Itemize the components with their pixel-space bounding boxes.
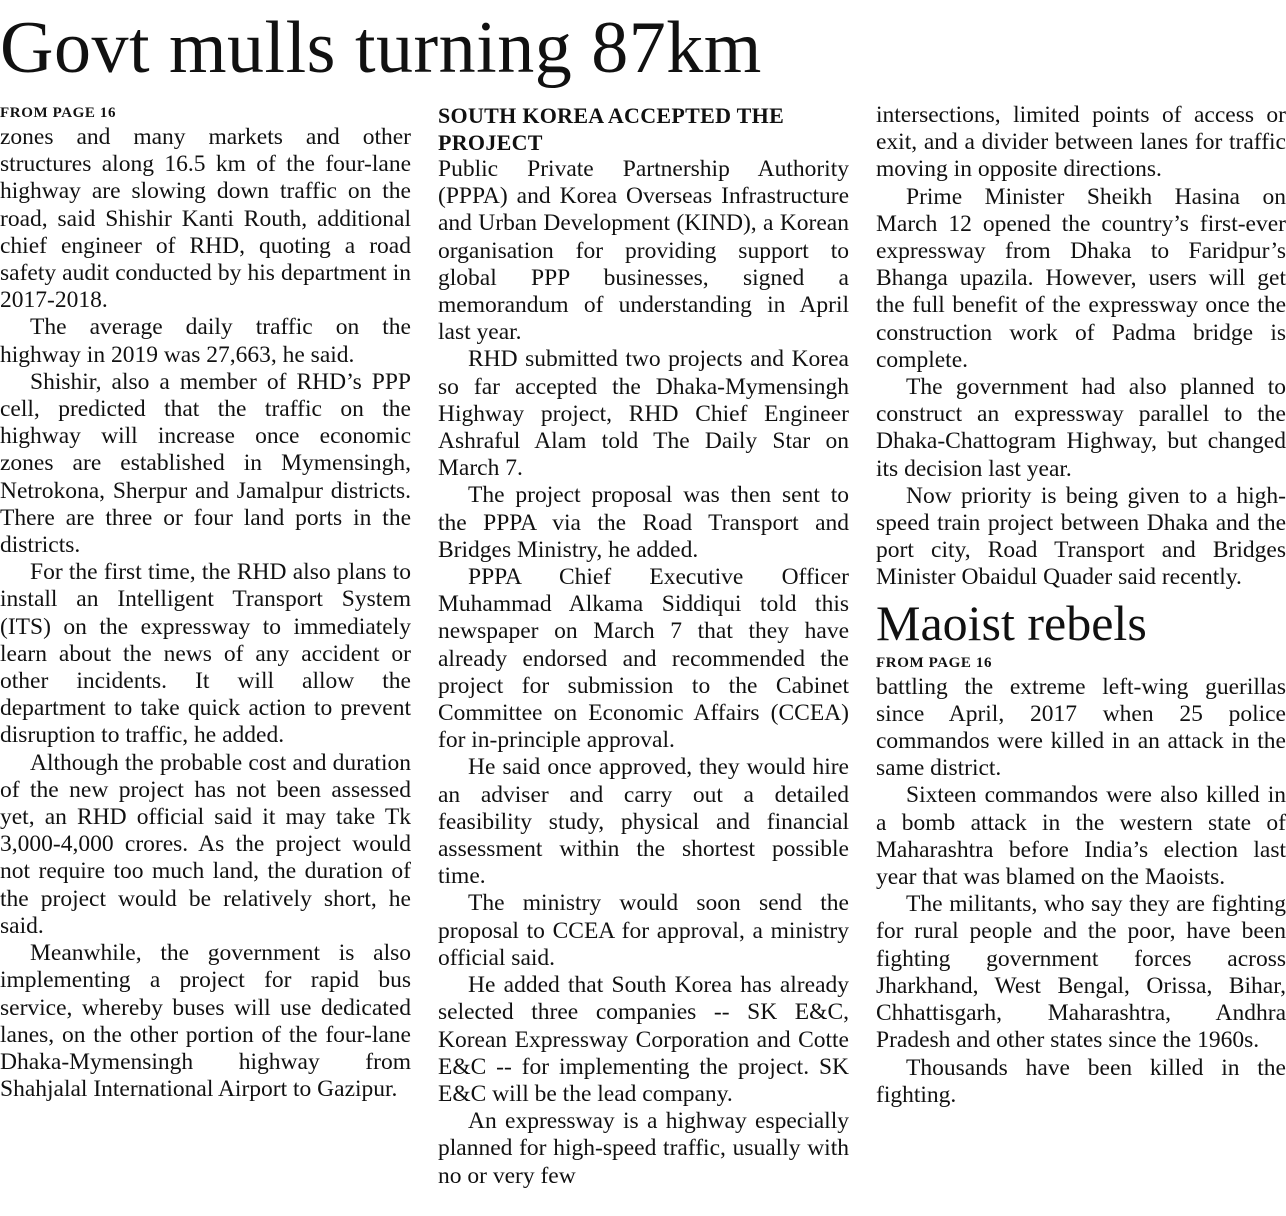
paragraph: The project proposal was then sent to the PPPA via the Road Transport and Bridges Ministry, he added. [438,482,849,563]
paragraph: RHD submitted two projects and Korea so far accepted the Dhaka-Mymensingh Highway project, RHD Chief Engineer Ashraful Alam told The Daily Star on March 7. [438,346,849,482]
paragraph: Sixteen commandos were also killed in a bomb attack in the western state of Maharashtra before India’s election last year that was blamed on the Maoists. [876,782,1286,891]
paragraph: zones and many markets and other structures along 16.5 km of the four-lane highway are slowing down traffic on the road, said Shishir Kanti Routh, additional chief engineer of RHD, quoting a road safety audit conducted by his department in 2017-2018. [0,124,411,314]
column-3 [876,102,1286,1109]
paragraph: battling the extreme left-wing guerillas since April, 2017 when 25 police commandos were killed in an attack in the same district. [876,673,1286,782]
paragraph: The ministry would soon send the proposal to CCEA for approval, a ministry official said. [438,890,849,971]
paragraph: The militants, who say they are fighting for rural people and the poor, have been fighting government forces across Jharkhand, West Bengal, Orissa, Bihar, Chhattisgarh, Maharashtra, Andhra Pradesh and other states since the 1960s. [876,891,1286,1054]
paragraph: He added that South Korea has already selected three companies -- SK E&C, Korean Expressway Corporation and Cotte E&C -- for implementing the project. SK E&C will be the lead company. [438,972,849,1107]
paragraph: intersections, limited points of access or exit, and a divider between lanes for traffic moving in opposite directions. [876,102,1286,183]
column-2 [438,102,849,1190]
paragraph: Now priority is being given to a high-speed train project between Dhaka and the port city, Road Transport and Bridges Minister Obaidul Quader said recently. [876,482,1286,591]
main-headline: Govt mulls turning 87km [0,7,762,89]
section-subhead: SOUTH KOREA ACCEPTED THE PROJECT [438,103,785,155]
paragraph: An expressway is a highway especially planned for high-speed traffic, usually with no or very few [438,1108,849,1189]
second-story-headline: Maoist rebels [876,594,1147,651]
paragraph: PPPA Chief Executive Officer Muhammad Alkama Siddiqui told this newspaper on March 7 that they have already endorsed and recommended the project for submission to the Cabinet Committee on Economic Affairs (CCEA) for in-principle approval. [438,564,849,754]
paragraph: Shishir, also a member of RHD’s PPP cell, predicted that the traffic on the highway will increase once economic zones are established in Mymensingh, Netrokona, Sherpur and Jamalpur districts. There are three or four land ports in the districts. [0,368,411,559]
paragraph: Thousands have been killed in the fighting. [876,1054,1286,1108]
paragraph: Public Private Partnership Authority (PPPA) and Korea Overseas Infrastructure and Urban Development (KIND), a Korean organisation for providing support to global PPP businesses, signed a memorandum of understanding in April last year. [438,156,849,346]
continued-from-label: FROM PAGE 16 [876,654,993,671]
column-1 [0,102,411,1103]
paragraph: Prime Minister Sheikh Hasina on March 12 opened the country’s first-ever expressway from Dhaka to Faridpur’s Bhanga upazila. However, users will get the full benefit of the expressway once the construction work of Padma bridge is complete. [876,183,1286,373]
paragraph: The government had also planned to construct an expressway parallel to the Dhaka-Chattogram Highway, but changed its decision last year. [876,374,1286,482]
paragraph: For the first time, the RHD also plans to install an Intelligent Transport System (ITS) on the expressway to immediately learn about the news of any accident or other incidents. It will allow the department to take quick action to prevent disruption to traffic, he added. [0,559,411,749]
paragraph: He said once approved, they would hire an adviser and carry out a detailed feasibility study, physical and financial assessment within the shortest possible time. [438,754,849,890]
paragraph: The average daily traffic on the highway in 2019 was 27,663, he said. [0,314,411,368]
paragraph: Meanwhile, the government is also implementing a project for rapid bus service, whereby buses will use dedicated lanes, on the other portion of the four-lane Dhaka-Mymensingh highway from Shahjalal International Airport to Gazipur. [0,940,411,1103]
paragraph: Although the probable cost and duration of the new project has not been assessed yet, an RHD official said it may take Tk 3,000-4,000 crores. As the project would not require too much land, the duration of the project would be relatively short, he said. [0,749,411,939]
continued-from-label: FROM PAGE 16 [0,105,117,121]
